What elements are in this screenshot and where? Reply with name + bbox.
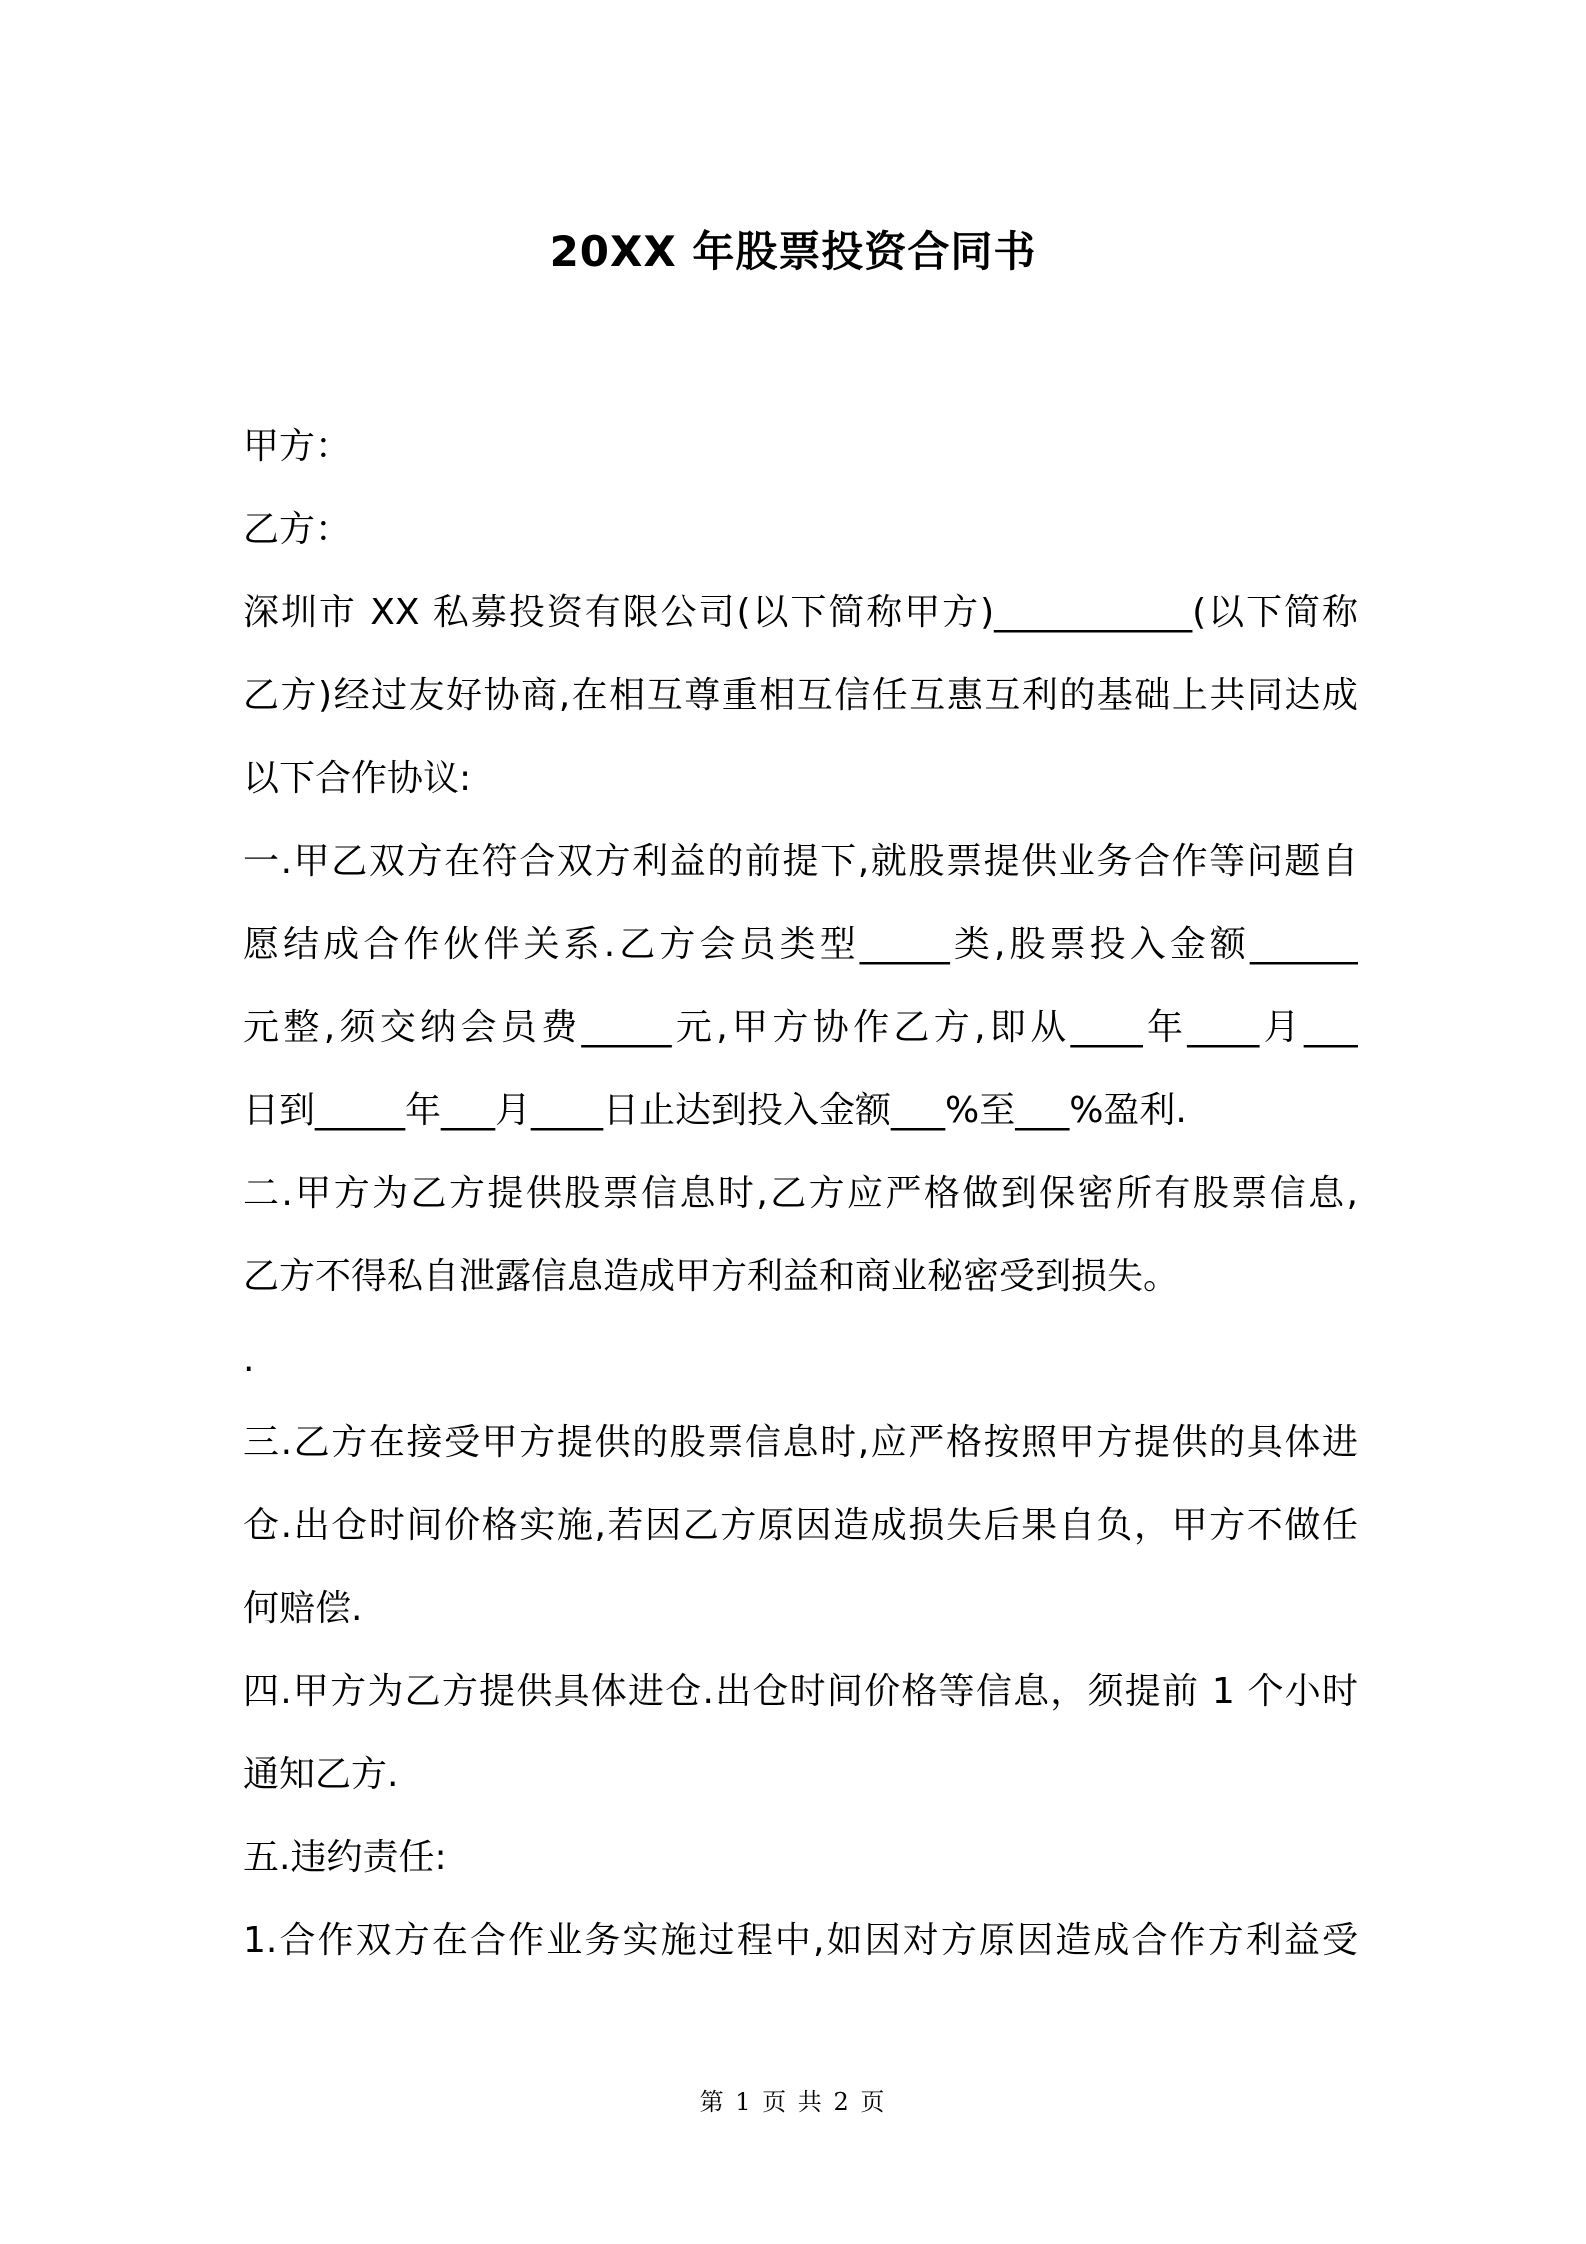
document-title: 20XX 年股票投资合同书 xyxy=(549,227,1037,276)
clause-3-line: 三.乙方在接受甲方提供的股票信息时,应严格按照甲方提供的具体进 xyxy=(243,1422,1358,1463)
body-line: 以下合作协议: xyxy=(243,758,472,799)
clause-1-line: 日到_____年___月____日止达到投入金额___%至___%盈利. xyxy=(243,1090,1187,1131)
document-body xyxy=(243,405,1358,1982)
clause-3-line: 何赔偿. xyxy=(243,1588,363,1629)
clause-3-line: 仓.出仓时间价格实施,若因乙方原因造成损失后果自负，甲方不做任 xyxy=(243,1505,1358,1546)
page-footer: 第 1 页 共 2 页 xyxy=(699,2088,887,2116)
party-b-line: 乙方： xyxy=(243,509,352,550)
clause-1-line: 元整,须交纳会员费_____元,甲方协作乙方,即从____年____月___ xyxy=(243,1007,1358,1048)
clause-4-line: 通知乙方. xyxy=(243,1754,399,1795)
clause-5-item-1-line: 1.合作双方在合作业务实施过程中,如因对方原因造成合作方利益受 xyxy=(243,1920,1358,1961)
body-line: 深圳市 XX 私募投资有限公司(以下简称甲方)___________(以下简称 xyxy=(243,592,1358,633)
clause-4-line: 四.甲方为乙方提供具体进仓.出仓时间价格等信息，须提前 1 个小时 xyxy=(243,1671,1358,1712)
party-a-line: 甲方： xyxy=(243,426,352,467)
clause-2-line: 乙方不得私自泄露信息造成甲方利益和商业秘密受到损失。 xyxy=(243,1256,1180,1297)
body-line: 乙方)经过友好协商,在相互尊重相互信任互惠互利的基础上共同达成 xyxy=(243,675,1358,716)
clause-1-line: 一.甲乙双方在符合双方利益的前提下,就股票提供业务合作等问题自 xyxy=(243,841,1358,882)
clause-2-line: 二.甲方为乙方提供股票信息时,乙方应严格做到保密所有股票信息, xyxy=(243,1173,1358,1214)
stray-period-line: . xyxy=(243,1339,255,1380)
clause-1-line: 愿结成合作伙伴关系.乙方会员类型_____类,股票投入金额______ xyxy=(243,924,1358,965)
clause-5-heading: 五.违约责任: xyxy=(243,1837,447,1878)
